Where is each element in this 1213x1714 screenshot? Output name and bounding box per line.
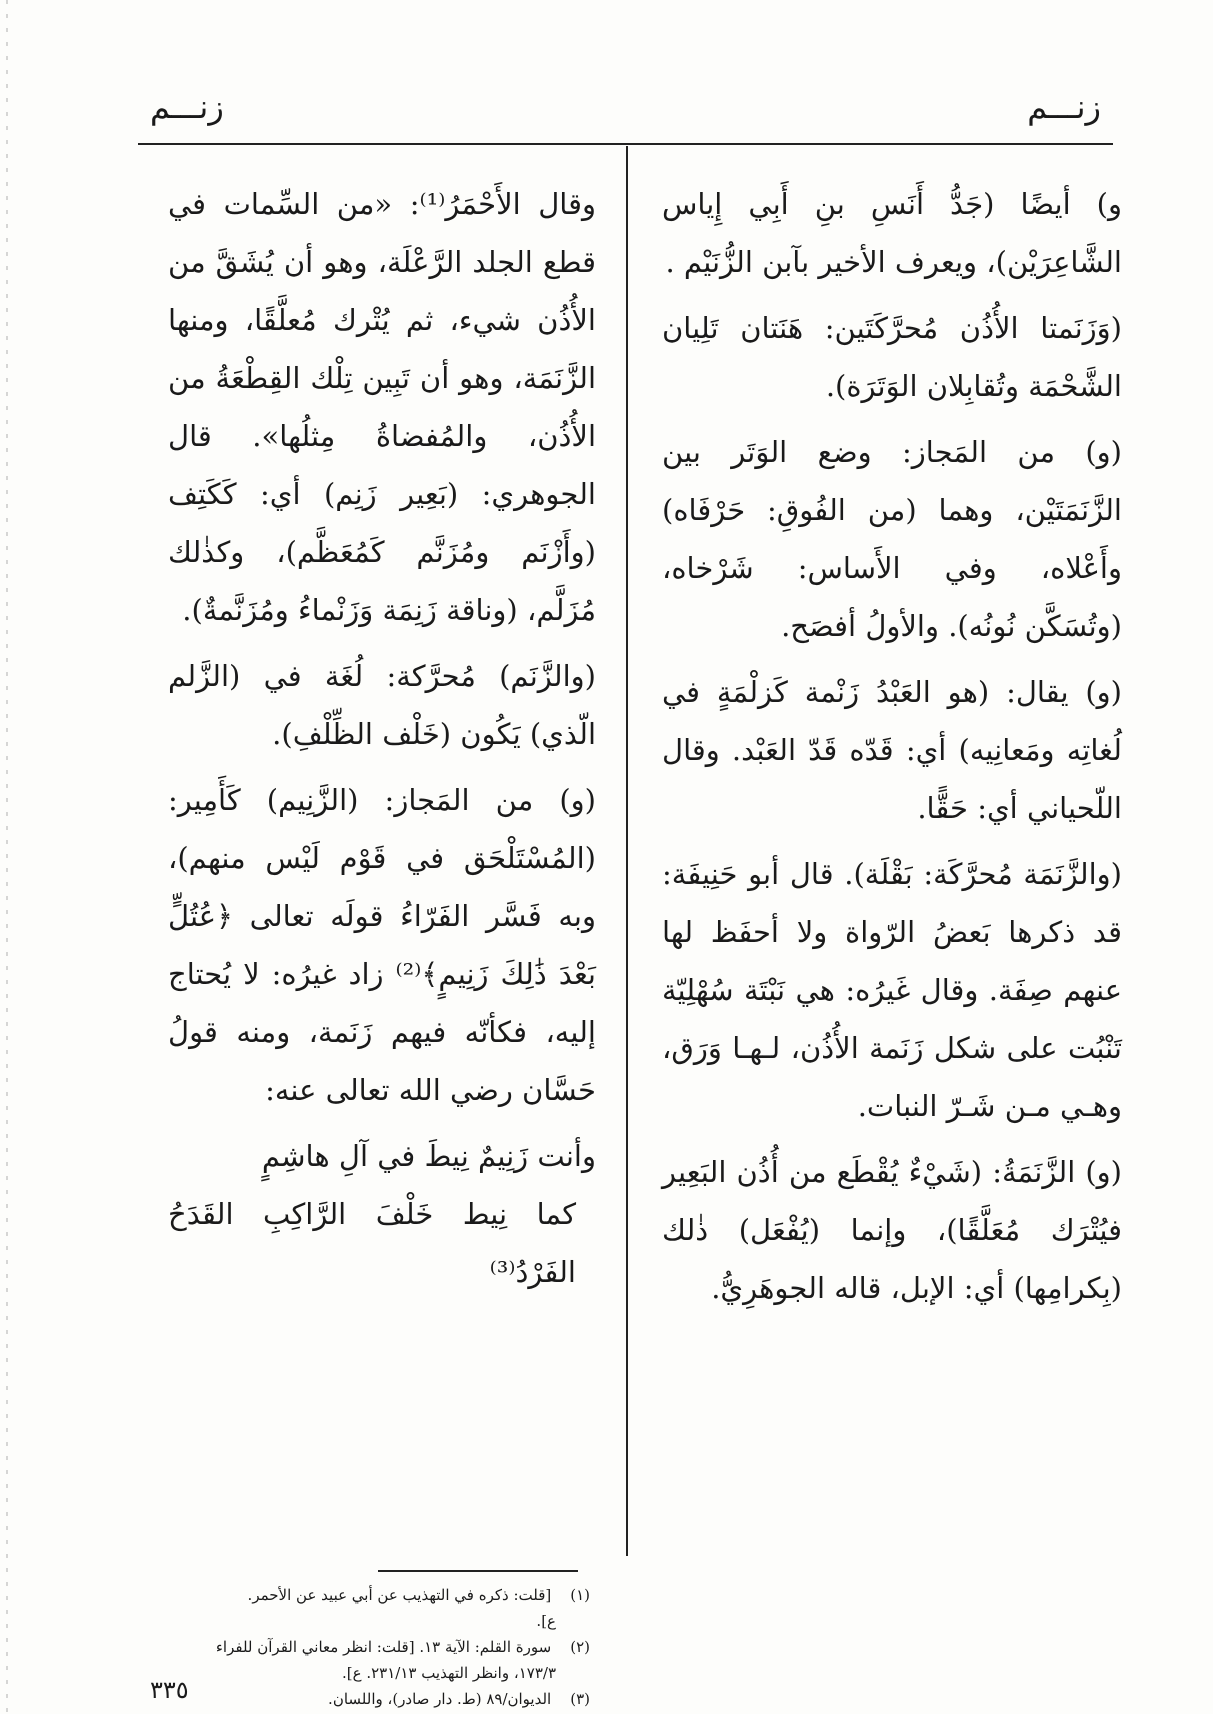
paragraph: (والزَّنَم) مُحرَّكة: لُغَة في (الزَّلم الّذي) يَكُون (خَلْف الظِّلْفِ). — [168, 659, 596, 751]
footnote-number: (١) — [570, 1586, 590, 1604]
footnote-continuation: ١٧٣/٣، وانظر التهذيب ٢٣١/١٣. ع]. — [341, 1664, 556, 1682]
poem-line-2: كما نِيط خَلْفَ الرَّاكِبِ القَدَحُ الفَرْدُ⁽³⁾ — [168, 1197, 576, 1289]
paragraph: (والزَّنَمَة مُحرَّكَة: بَقْلَة). قال أبو حَنِيفَة: قد ذكرها بَعضُ الرّواة ولا أحفَظ لها عنهم صِفَة. وقال غَيرُه: هي نَبْتَة سُهْلِيّة تَنْبُت على شكل زَنَمة الأُذُن، لـهـا وَرَق، وهـي مـن شَـرّ النبات. — [662, 857, 1122, 1123]
poem-line-1: وأنت زَنِيمٌ نِيطَ في آلِ هاشِمٍ — [261, 1139, 596, 1173]
footnote-text: سورة القلم: الآية ١٣. [قلت: انظر معاني القرآن للفراء — [215, 1638, 552, 1656]
header-rule — [138, 143, 1113, 145]
running-header-right: زنـــم — [1027, 88, 1101, 126]
paragraph: (و) من المَجاز: وضع الوَتَر بين الزَّنَمَتَيْن، وهما (من الفُوقِ: حَرْفَاه) وأَعْلاه، وفي الأَساس: شَرْخاه، (وتُسَكَّن نُونُه). والأولُ أفصَح. — [662, 435, 1122, 643]
page-number: ٣٣٥ — [150, 1676, 189, 1704]
footnote — [150, 1686, 590, 1712]
footnote-continuation: ع]. — [536, 1612, 556, 1630]
paragraph: (و) من المَجاز: (الزَّنِيم) كَأَمِير: (المُسْتَلْحَق في قَوْم لَيْس منهم)، وبه فَسَّر الفَرّاءُ قولَه تعالى ﴿عُتُلٍّ بَعْدَ ذَٰلِكَ زَنِيمٍ﴾⁽²⁾ زاد غيرُه: لا يُحتاج إليه، فكأنّه فيهم زَنَمة، ومنه قولُ حَسَّان رضي الله تعالى عنه: — [168, 783, 597, 1107]
left-column — [168, 175, 596, 1301]
scan-edge — [6, 0, 8, 1714]
footnote-number: (٣) — [570, 1690, 590, 1708]
column-divider — [626, 146, 628, 1556]
paragraph: (وَزَنَمتا الأُذُن مُحرَّكَتَين: هَنَتان تَلِيان الشَّحْمَة وتُقابِلان الوَتَرَة). — [662, 311, 1122, 403]
paragraph: و) أيضًا (جَدُّ أَنَسِ بنِ أَبِي إِياس الشَّاعِرَيْن)، ويعرف الأخير بآبن الزُّنَيْم . — [662, 187, 1122, 279]
paragraph: (و) يقال: (هو العَبْدُ زَنْمة كَزلْمَةٍ في لُغاتِه ومَعانِيه) أي: قَدّه قَدّ العَبْد. وقال اللّحياني أي: حَقًّا. — [662, 675, 1122, 825]
footnote-text: الديوان/٨٩ (ط. دار صادر)، واللسان. — [328, 1690, 552, 1708]
footnotes — [150, 1582, 590, 1712]
paragraph: (و) الزَّنَمَةُ: (شَيْءٌ يُقْطَع من أُذُن البَعِير فيُتْرَك مُعَلَّقًا)، وإنما (يُفْعَل) ذٰلك (بِكرامِها) أي: الإبل، قاله الجوهَرِيُّ. — [662, 1155, 1122, 1305]
footnote-text: [قلت: ذكره في التهذيب عن أبي عبيد عن الأحمر. — [247, 1586, 552, 1604]
footnote — [150, 1582, 590, 1634]
right-column — [662, 175, 1122, 1325]
footnote-number: (٢) — [570, 1638, 590, 1656]
running-header-left: زنـــم — [150, 88, 224, 126]
paragraph: وقال الأَحْمَرُ⁽¹⁾: «من السِّمات في قطع الجلد الرَّعْلَة، وهو أن يُشَقَّ من الأُذُن شيء، ثم يُتْرك مُعلَّقًا، ومنها الزَّنَمَة، وهو أن تَبِين تِلْك القِطْعَةُ من الأُذُن، والمُفضاةُ مِثلُها». قال الجوهري: (بَعِير زَنِم) أي: كَكَتِف (وأَزْنَم ومُزَنَّم كَمُعَظَّم)، وكذٰلك مُزَلَّم، (وناقة زَنِمَة وَزَنْماءُ ومُزَنَّمةٌ). — [168, 187, 596, 627]
footnote — [150, 1634, 590, 1686]
footnote-rule — [378, 1570, 578, 1572]
poem-verse — [168, 1127, 596, 1301]
